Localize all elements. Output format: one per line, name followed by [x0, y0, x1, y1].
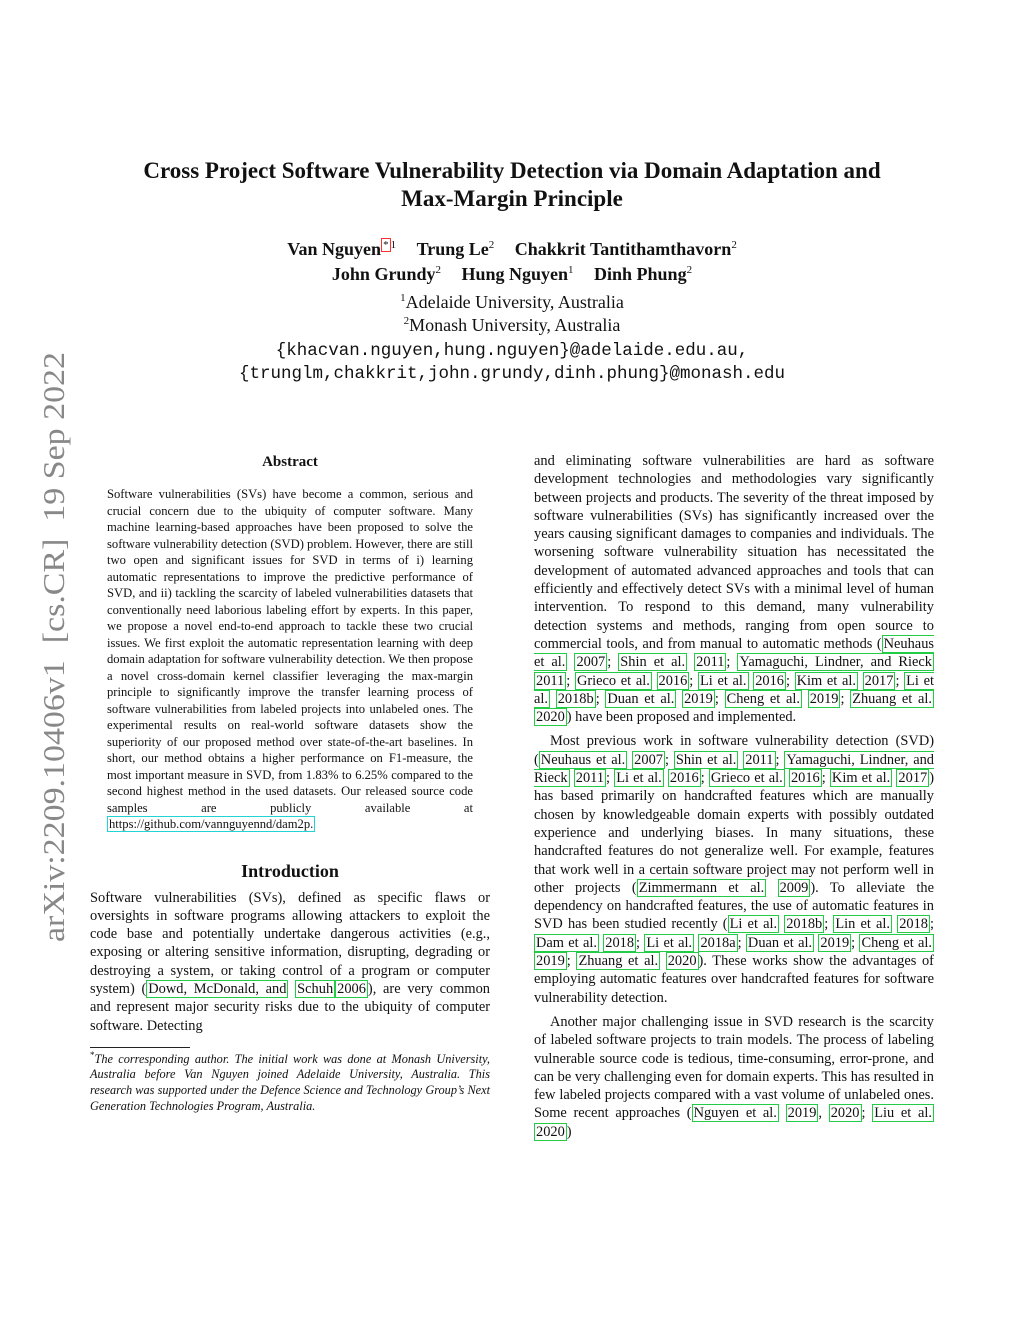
- citation-link[interactable]: Lin et al.: [835, 916, 891, 933]
- right-column: [534, 452, 934, 1141]
- author: [287, 239, 396, 259]
- author-line-2: [100, 262, 924, 286]
- citation-link[interactable]: Dowd, McDonald, and: [148, 980, 287, 997]
- citation-link[interactable]: Li et al.: [646, 934, 693, 951]
- arxiv-side-stamp: [14, 350, 74, 950]
- citation-link[interactable]: Zhuang et al.: [578, 953, 659, 970]
- citation-year-link[interactable]: 2016: [755, 672, 784, 689]
- citation-link[interactable]: Li et al.: [699, 672, 747, 689]
- citation-link[interactable]: Li et al.: [729, 916, 778, 933]
- citation-link[interactable]: Li et al.: [534, 672, 934, 707]
- citation-year-link[interactable]: 2018a: [700, 934, 736, 951]
- introduction-heading: Introduction: [241, 860, 339, 881]
- citation-year-link[interactable]: 2016: [790, 770, 820, 787]
- email-line-1: {khacvan.nguyen,hung.nguyen}@adelaide.edu.au,: [275, 341, 749, 361]
- right-paragraph-3: Another major challenging issue in SVD research is the scarcity of labeled software projects to train models. The process of labeling vulnerable source code is tedious, time-consuming, error-prone, and can be very challenging even for domain experts. This has resulted in few labeled projects compared with a vast volume of unlabeled ones. Some recent approaches ( Nguyen et al. 2019 , 2020 ; Liu et al. 2020 ): [534, 1013, 934, 1140]
- author-line-1: [100, 237, 924, 261]
- author-affil-sup: 1: [390, 239, 397, 251]
- affiliation-1: $^1$Adelaide University, Australia: [400, 292, 624, 312]
- citation-year-link[interactable]: 2016: [669, 770, 699, 787]
- introduction-paragraph: Software vulnerabilities (SVs), defined as specific flaws or oversights in software programs allowing attackers to exploit the code base and potentially undertake dangerous activities (e.g., exposing or altering sensitive information, disrupting, degrading or destroying a system, or taking control of a program or computer system) ( Dowd, McDonald, and Schuh 2006 ), are very common and represent major security risks due to the ubiquity of computer software. Detecting: [90, 889, 490, 1034]
- author-name: John Grundy: [331, 264, 436, 284]
- citation-link[interactable]: Yamaguchi, Lindner, and Rieck: [739, 654, 932, 671]
- citation-year-link[interactable]: 2007: [634, 751, 663, 768]
- left-column: [90, 452, 490, 1114]
- citation-link[interactable]: Kim et al.: [831, 770, 891, 787]
- citation-year-link[interactable]: 2017: [864, 672, 894, 689]
- citation-year-link[interactable]: 2018b: [557, 690, 594, 707]
- author: [594, 264, 692, 284]
- footnote-rule: [90, 1047, 190, 1048]
- citation-year-link[interactable]: 2016: [658, 672, 688, 689]
- citation-year-link[interactable]: 2020: [536, 1123, 565, 1140]
- author-affil-sup: 2: [435, 264, 441, 276]
- author: [461, 264, 573, 284]
- citation-link[interactable]: Grieco et al.: [710, 770, 783, 787]
- citation-link[interactable]: Shin et al.: [620, 654, 686, 671]
- citation-year-link[interactable]: 2018: [899, 916, 928, 933]
- citation-year-link[interactable]: 2011: [696, 654, 725, 671]
- author-name: Dinh Phung: [594, 264, 687, 284]
- citation-year-link[interactable]: 2019: [684, 690, 713, 707]
- citation-year-link[interactable]: 2019: [787, 1105, 817, 1122]
- right-paragraph-2: Most previous work in software vulnerability detection (SVD)( Neuhaus et al. 2007 ; Shin et al. 2011 ; Yamaguchi, Lindner, and Rieck 2011 ; Li et al. 2016 ; Grieco et al. 2016 ; Kim et al. 2017 ) has based primarily on handcrafted features which are manually chosen by knowledgeable domain experts with possibly outdated experience and underlying biases. In many situations, these handcrafted features do not generalize well. For example, features that work well in a certain software project may not perform well in other projects ( Zimmermann et al. 2009 ). To alleviate the dependency on handcrafted features, the use of automatic features in SVD has been studied recently ( Li et al. 2018b ; Lin et al. 2018 ; Dam et al. 2018 ; Li et al. 2018a ; Duan et al. 2019 ; Cheng et al. 2019 ; Zhuang et al. 2020 ). These works show the advantages of employing automatic features over handcrafted features for software vulnerability detection.: [534, 733, 934, 1006]
- title-line-1: Cross Project Software Vulnerability Detection via Domain Adaptation and: [143, 158, 881, 183]
- citation-year-link[interactable]: 2017: [898, 770, 928, 787]
- citation-link[interactable]: Yamaguchi, Lindner, and Rieck: [534, 751, 934, 787]
- footnote: *The corresponding author. The initial work was done at Monash University, Australia before Van Nguyen joined Adelaide University, Australia. This research was supported under the Defence Science and Technology Group’s Next Generation Technologies Program, Australia.: [90, 1049, 490, 1113]
- citation-year-link[interactable]: 2018b: [786, 916, 823, 933]
- abstract-heading: Abstract: [262, 454, 318, 470]
- citation-link[interactable]: Cheng et al.: [726, 690, 800, 707]
- citation-link[interactable]: Kim et al.: [796, 672, 856, 689]
- citation-year-link[interactable]: 2007: [576, 654, 606, 671]
- citation-year-link[interactable]: 2019: [809, 690, 839, 707]
- author-name: Van Nguyen: [287, 239, 382, 259]
- author: [515, 239, 737, 259]
- corresponding-author-mark[interactable]: *: [383, 239, 389, 251]
- source-code-link[interactable]: https://github.com/vannguyennd/dam2p.: [109, 817, 314, 831]
- citation-year-link[interactable]: 2011: [536, 672, 565, 689]
- citation-link[interactable]: Nguyen et al.: [693, 1105, 777, 1122]
- right-paragraph-1: and eliminating software vulnerabilities are hard as software development technologies and methodologies vary significantly between projects and products. The severity of the threat imposed by software vulnerabilities (SVs) has significantly increased over the years causing significant damages to companies and individuals. The worsening software vulnerability situation has necessitated the development of automated advanced approaches and tools that can efficiently and effectively detect SVs with a minimal level of human intervention. To respond to this demand, many vulnerability detection systems and methods, ranging from open source to commercial tools, and from manual to automatic methods ( Neuhaus et al. 2007 ; Shin et al. 2011 ; Yamaguchi, Lindner, and Rieck 2011 ; Grieco et al. 2016 ; Li et al. 2016 ; Kim et al. 2017 ; Li et al. 2018b ; Duan et al. 2019 ; Cheng et al. 2019 ; Zhuang et al. 2020 ) have been proposed and implemented.: [534, 453, 934, 726]
- citation-link[interactable]: Neuhaus et al.: [534, 635, 934, 671]
- citation-link[interactable]: Grieco et al.: [576, 672, 650, 689]
- citation-link[interactable]: Cheng et al.: [861, 934, 933, 951]
- citation-year-link[interactable]: 2011: [745, 751, 774, 768]
- citation-link[interactable]: Zhuang et al.: [852, 690, 932, 707]
- author-name: Chakkrit Tantithamthavorn: [514, 239, 732, 259]
- citation-year-link[interactable]: 2020: [667, 953, 697, 970]
- author-name: Trung Le: [416, 239, 489, 259]
- author-affil-sup: 2: [731, 239, 737, 251]
- author-affil-sup: 1: [568, 264, 574, 276]
- author: [332, 264, 441, 284]
- citation-year-link[interactable]: 2011: [575, 770, 605, 787]
- author-affil-sup: 2: [686, 264, 693, 276]
- arxiv-stamp-text: arXiv:2209.10406v1 [cs.CR] 19 Sep 2022: [36, 402, 71, 942]
- citation-year-link[interactable]: 2019: [820, 934, 850, 951]
- citation-link[interactable]: Dam et al.: [536, 934, 597, 951]
- abstract-text: Software vulnerabilities (SVs) have become a common, serious and crucial concern due to the ubiquity of computer software. Many machine learning-based approaches have been proposed to solve the software vulnerability detection (SVD) problem. However, there are still two open and significant issues for SVD in terms of i) learning automatic representations to improve the predictive performance of SVD, and ii) tackling the scarcity of labeled vulnerabilities datasets that conventionally need laborious labeling effort by experts. In this paper, we propose a novel end-to-end approach to tackle these two crucial issues. We first exploit the automatic representation learning with deep domain adaptation for software vulnerability detection. We then propose a novel cross-domain kernel classifier leveraging the max-margin principle to significantly improve the transfer learning process of software vulnerabilities from labeled projects into unlabeled ones. The experimental results on real-world software datasets show the superiority of our proposed method over state-of-the-art baselines. In short, our method obtains a higher performance on F1-measure, the most important measure in SVD, from 1.83% to 6.25% compared to the second highest method in the used datasets. Our released source code samples are publicly available at https://github.com/vannguyennd/dam2p.: [107, 487, 473, 831]
- citation-year-link[interactable]: 2020: [830, 1105, 860, 1122]
- author-affil-sup: 2: [488, 239, 495, 251]
- title-line-2: Max-Margin Principle: [401, 186, 623, 211]
- email-line-2: {trunglm,chakkrit,john.grundy,dinh.phung}@monash.edu: [238, 364, 786, 384]
- citation-link[interactable]: Schuh: [297, 980, 334, 997]
- citation-link[interactable]: Li et al.: [616, 770, 662, 787]
- citation-year-link[interactable]: 2009: [779, 879, 809, 896]
- citation-link[interactable]: Duan et al.: [607, 690, 675, 707]
- citation-link[interactable]: Shin et al.: [675, 751, 737, 768]
- author-name: Hung Nguyen: [461, 264, 569, 284]
- citation-link[interactable]: Neuhaus et al.: [540, 751, 626, 768]
- citation-year-link[interactable]: 2019: [536, 953, 565, 970]
- citation-link[interactable]: Duan et al.: [747, 934, 813, 951]
- citation-year-link[interactable]: 2006: [337, 980, 366, 997]
- citation-year-link[interactable]: 2018: [605, 934, 635, 951]
- affiliation-2: $^2$Monash University, Australia: [403, 315, 621, 335]
- citation-link[interactable]: Zimmermann et al.: [638, 879, 765, 896]
- author: [417, 239, 495, 259]
- citation-link[interactable]: Liu et al.: [874, 1105, 932, 1122]
- citation-year-link[interactable]: 2020: [536, 709, 565, 726]
- paper-title: [100, 157, 924, 213]
